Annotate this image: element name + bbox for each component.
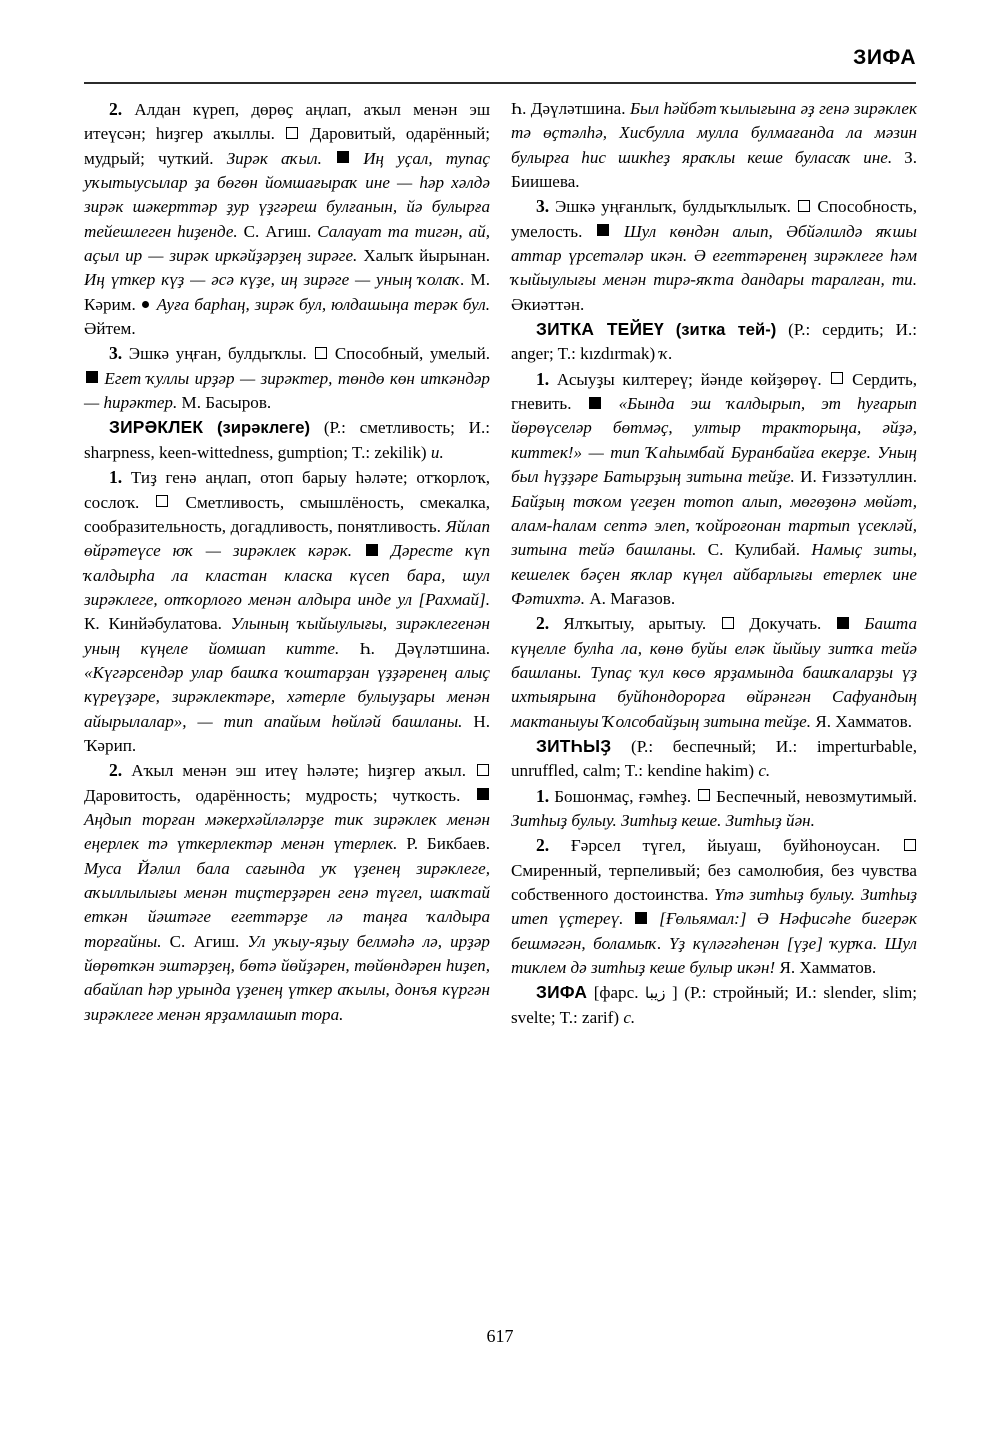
citation-source: Әкиәттән. bbox=[511, 294, 585, 314]
citation-source: З. Биишева. bbox=[511, 147, 917, 192]
citation-text: [Ғөльямал:] Ә Нәфисәһе бигерәк бешмәгән, боламыҡ. Үҙ күләгәһенән [үҙе] ҡурҡа. Шул тиклем дә зитһыҙ кеше булыр икән! bbox=[511, 909, 917, 978]
filled-box-icon bbox=[837, 617, 849, 629]
page-number: 617 bbox=[486, 1326, 514, 1346]
citation-source: С. Агиш. bbox=[169, 931, 240, 951]
citation-text: Аңдып торған мәкерхәйләләрҙе тик зирәклек менән еңерлек тә үткерлектәр менән үтерлек. bbox=[84, 809, 490, 854]
citation-text: Муса Йәлил бала сағында уҡ үҙенең зирәклеге, аҡыллылығы менән тиҫтерҙәрен генә түгел, шаҡтай еткән йәштәге егеттәрҙе лә таңға ҡалдыра торғайны. bbox=[84, 858, 490, 951]
open-box-icon bbox=[904, 839, 916, 851]
citation-text: Был һәйбәт ҡылығына әҙ генә зирәклек тә өҫтәлһә, Хисбулла мулла булмағанда ла мәзин булырға һис шикһеҙ яраҡлы кеше буласаҡ ине. bbox=[511, 99, 918, 167]
translation-glosses: (Р.: сметливость; И.: sharpness, keen-wittedness, gumption; T.: zekilik) bbox=[84, 418, 490, 462]
citation-source: Һ. Дәүләтшина. bbox=[359, 638, 490, 658]
running-head-title: ЗИФА bbox=[853, 46, 916, 69]
citation-source: К. Кинйәбулатова. bbox=[84, 614, 222, 634]
filled-box-icon bbox=[597, 224, 609, 236]
sense-number: 1. bbox=[536, 785, 550, 806]
sense-number: 2. bbox=[536, 835, 550, 856]
sense-gloss-russian: Беспечный, невозмутимый. bbox=[716, 786, 917, 806]
entry-header bbox=[84, 415, 490, 465]
part-of-speech: с. bbox=[758, 761, 771, 781]
etymology-close-bracket: ] bbox=[672, 983, 678, 1003]
sense-number: 1. bbox=[536, 368, 550, 389]
citation-source: Әйтем. bbox=[84, 319, 136, 339]
citation-text: Башта күңелле булһа ла, көнө буйы еләк йыйыу зитҡа тейә башланы. bbox=[511, 614, 917, 682]
sense-gloss-russian: Смиренный, терпеливый; без самолюбия, без чувства собственного достоинства. bbox=[511, 860, 917, 904]
citation-source: Я. Хамматов. bbox=[779, 958, 877, 978]
sense-block bbox=[511, 784, 917, 834]
sense-block bbox=[84, 341, 490, 415]
citation-text: Ул уҡыу-яҙыу белмәһә лә, ирҙәр йөрөткән эштәрҙең, бөтә йөйҙәрен, төйөндәрен һиҙеп, абайлап һәр урында үҙенең үткер аҡылы, донъя күргән зирәклеге менән ярҙамлашып тора. bbox=[84, 931, 490, 1024]
citation-text: Егет ҡуллы ирҙәр — зирәктер, төндө көн иткәндәр — һирәктер. bbox=[84, 368, 490, 413]
filled-box-icon bbox=[337, 151, 349, 163]
filled-box-icon bbox=[366, 544, 378, 556]
part-of-speech: и. bbox=[430, 442, 444, 462]
citation-source: Я. Хамматов. bbox=[815, 711, 913, 731]
filled-box-icon bbox=[477, 788, 489, 800]
column-right bbox=[511, 97, 917, 1302]
text-columns bbox=[84, 97, 917, 1302]
sense-block bbox=[511, 611, 917, 734]
citation-text: «Бында эш ҡалдырып, эт һуғарып йөрөүселәр бөтмәҫ, ултыр тракторыңа, әйҙә, киттек!» — тип Ҡаһымбай Буранбайға екерҙе. Уның был һүҙҙәре Батырҙың зитына тейҙе. bbox=[511, 394, 917, 487]
paradigm-form: (зитка тей-) bbox=[675, 320, 777, 340]
citation-text: Иң үткер күҙ — әсә күҙе, иң зирәге — уның ҡолаҡ. bbox=[84, 270, 465, 290]
collocation: Зирәк аҡыл. bbox=[226, 148, 322, 168]
etymology-arabic-script: زيبا bbox=[645, 984, 666, 1003]
running-head bbox=[84, 46, 916, 80]
sense-number: 2. bbox=[536, 613, 550, 634]
sense-number: 1. bbox=[109, 467, 123, 488]
citation-source: И. Ғиззәтуллин. bbox=[800, 467, 917, 487]
headword: ЗИФА bbox=[536, 982, 588, 1003]
headword: ЗИТКА ТЕЙЕҮ bbox=[536, 319, 664, 340]
part-of-speech: с. bbox=[623, 1007, 636, 1027]
open-box-icon bbox=[315, 347, 327, 359]
sense-gloss-russian: Докучать. bbox=[749, 614, 822, 634]
citation-source: С. Кулибай. bbox=[707, 540, 801, 560]
citation-text: «Күгәрсендәр улар башҡа ҡоштарҙан үҙҙәренең алыҫ күреүҙәре, зирәклектәре, хәтерле булыуҙары менән айырылалар», — тип апайым һөйләй башланы. bbox=[84, 662, 490, 731]
sense-block bbox=[511, 367, 917, 611]
citation-text: Ауға барһаң, зирәк бул, юлдашыңа терәк бул. bbox=[156, 294, 490, 314]
sense-gloss-russian: Даровитый, одарённый; мудрый; чуткий. bbox=[84, 124, 490, 168]
citation-text: Иң уҫал, тупаҫ уҡытыусылар ҙа бөгөн йомшағыраҡ ине — һәр хәлдә зирәк шәкерттәр ҙур үҙгәреш булғанын, йә булырға тейешлеген һиҙенде. bbox=[84, 148, 490, 241]
open-box-icon bbox=[698, 789, 710, 801]
sense-gloss-russian: Способный, умелый. bbox=[334, 344, 491, 364]
sense-definition: Ғәрсел түгел, йыуаш, буйһоноусан. bbox=[570, 836, 881, 856]
filled-box-icon bbox=[635, 912, 647, 924]
sense-definition: Эшкә уңғанлыҡ, булдыҡлылыҡ. bbox=[554, 197, 791, 217]
open-box-icon bbox=[831, 372, 843, 384]
citation-source: Н. Ҡәрип. bbox=[84, 711, 490, 755]
translation-glosses: (Р.: сердить; И.: anger; T.: kızdırmak) bbox=[511, 320, 917, 364]
filled-box-icon bbox=[86, 371, 98, 383]
sense-gloss-russian: Способность, умелость. bbox=[511, 197, 918, 241]
citation-text: Улының ҡыйыулығы, зирәклегенән уның күңеле йомшап китте. bbox=[84, 614, 490, 658]
entry-header bbox=[511, 317, 917, 367]
open-box-icon bbox=[286, 127, 298, 139]
citation-source: М. Басыров. bbox=[181, 393, 272, 413]
open-box-icon bbox=[477, 764, 489, 776]
collocation: Яйлап өйрәтеүсе юҡ — зирәклек кәрәк. bbox=[84, 516, 491, 561]
header-rule bbox=[84, 82, 916, 84]
open-box-icon bbox=[798, 200, 810, 212]
sense-number: 2. bbox=[109, 99, 123, 119]
citation-source: Һ. Дәүләтшина. bbox=[511, 99, 626, 118]
sense-gloss-russian: Сердить, гневить. bbox=[511, 369, 918, 414]
sense-gloss-russian: Даровитость, одарённость; мудрость; чуткость. bbox=[84, 785, 461, 805]
sense-number: 3. bbox=[109, 343, 123, 364]
citation-source: А. Мағазов. bbox=[589, 588, 676, 608]
citation-text: Байҙың тоҡом үгеҙен тотоп алып, мөгөҙөнә мөйәт, алам-һалам септә элеп, ҡойроғонан тартып үсекләй, зитына тейә башланы. bbox=[511, 491, 917, 560]
sense-block bbox=[511, 194, 917, 317]
sense-definition: Тиҙ генә аңлап, отоп барыу һәләте; отҡорлоҡ, сослоҡ. bbox=[84, 468, 490, 512]
sense-number: 3. bbox=[536, 196, 550, 217]
sense-definition: Аҡыл менән эш итеү һәләте; һиҙгер аҡыл. bbox=[131, 761, 466, 781]
column-left bbox=[84, 97, 490, 1302]
sense-definition: Ялҡытыу, арытыу. bbox=[563, 614, 707, 634]
citation-source: Халыҡ йырынан. bbox=[363, 246, 491, 266]
open-box-icon bbox=[156, 495, 168, 507]
paradigm-form: (зирәклеге) bbox=[217, 418, 311, 438]
sense-definition: Асыуҙы килтереү; йәнде көйҙөрөү. bbox=[556, 369, 822, 389]
citation-text: Тупаҫ ҡул көсө ярҙамында башҡаларҙы үҙ ихтыярына буйһондорорға өйрәнгән Сафуандың мактаныуы Ҡолсобайҙың зитына тейҙе. bbox=[511, 662, 917, 731]
translation-glosses: (Р.: беспечный; И.: imperturbable, unruffled, calm; T.: kendine hakim) bbox=[511, 736, 917, 781]
citation-text: Намыҫ зиты, кешелек бәҫен яҡлар күңел айбарлығы етерлек ине Фәтихтә. bbox=[511, 540, 918, 608]
translation-glosses: (Р.: стройный; И.: slender, slim; svelte; T.: zarif) bbox=[511, 983, 918, 1027]
collocation: Үтә зитһыҙ булыу. Зитһыҙ итеп үҫтереү. bbox=[511, 885, 917, 929]
citation-text: Салауат та тигән, ай, аҫыл ир — зирәк иркәйҙәрҙең зирәге. bbox=[84, 221, 490, 266]
open-box-icon bbox=[722, 617, 734, 629]
entry-header bbox=[511, 734, 917, 784]
citation-source: Р. Бикбаев. bbox=[406, 834, 490, 854]
sense-definition: Бошонмаҫ, ғәмһеҙ. bbox=[554, 786, 692, 806]
sense-number: 2. bbox=[109, 760, 123, 781]
headword: ЗИТҺЫҘ bbox=[536, 735, 612, 756]
citation-source: С. Агиш. bbox=[243, 221, 312, 241]
collocation: Зитһыҙ булыу. Зитһыҙ кеше. Зитһыҙ йән. bbox=[511, 810, 815, 830]
citation-source: М. Кәрим. bbox=[84, 270, 490, 314]
sense-definition: Эшкә уңған, булдыҡлы. bbox=[128, 344, 307, 364]
etymology-label: [фарс. bbox=[593, 983, 639, 1003]
citation-continuation bbox=[511, 97, 917, 194]
sense-definition: Алдан күреп, дөрөҫ аңлап, аҡыл менән эш итеүсән; һиҙгер аҡыллы. bbox=[84, 100, 491, 144]
bullet-dot-icon bbox=[142, 301, 149, 308]
citation-text: Шул көндән алып, Әбйәлилдә яҡшы аттар үрсетәләр икән. Ә егеттәренең зирәклеге һәм ҡыйыулығы менән тирә-яҡта дандары таралған, ти. bbox=[511, 221, 918, 290]
filled-box-icon bbox=[589, 397, 601, 409]
sense-block bbox=[84, 465, 490, 758]
sense-gloss-russian: Сметливость, смышлёность, смекалка, сообразительность, догадливость, понятливость. bbox=[84, 492, 490, 536]
sense-block bbox=[511, 833, 917, 980]
citation-text: Дәресте күп ҡалдырһа ла кластан класка күсеп бара, шул зирәклеге, отҡорлоғо менән алдыра инде ул [Рахмай]. bbox=[84, 541, 491, 609]
part-of-speech: ҡ. bbox=[659, 344, 673, 364]
sense-block bbox=[84, 97, 490, 341]
sense-block bbox=[84, 758, 490, 1027]
entry-header bbox=[511, 980, 917, 1030]
headword: ЗИРӘКЛЕК bbox=[109, 417, 204, 438]
